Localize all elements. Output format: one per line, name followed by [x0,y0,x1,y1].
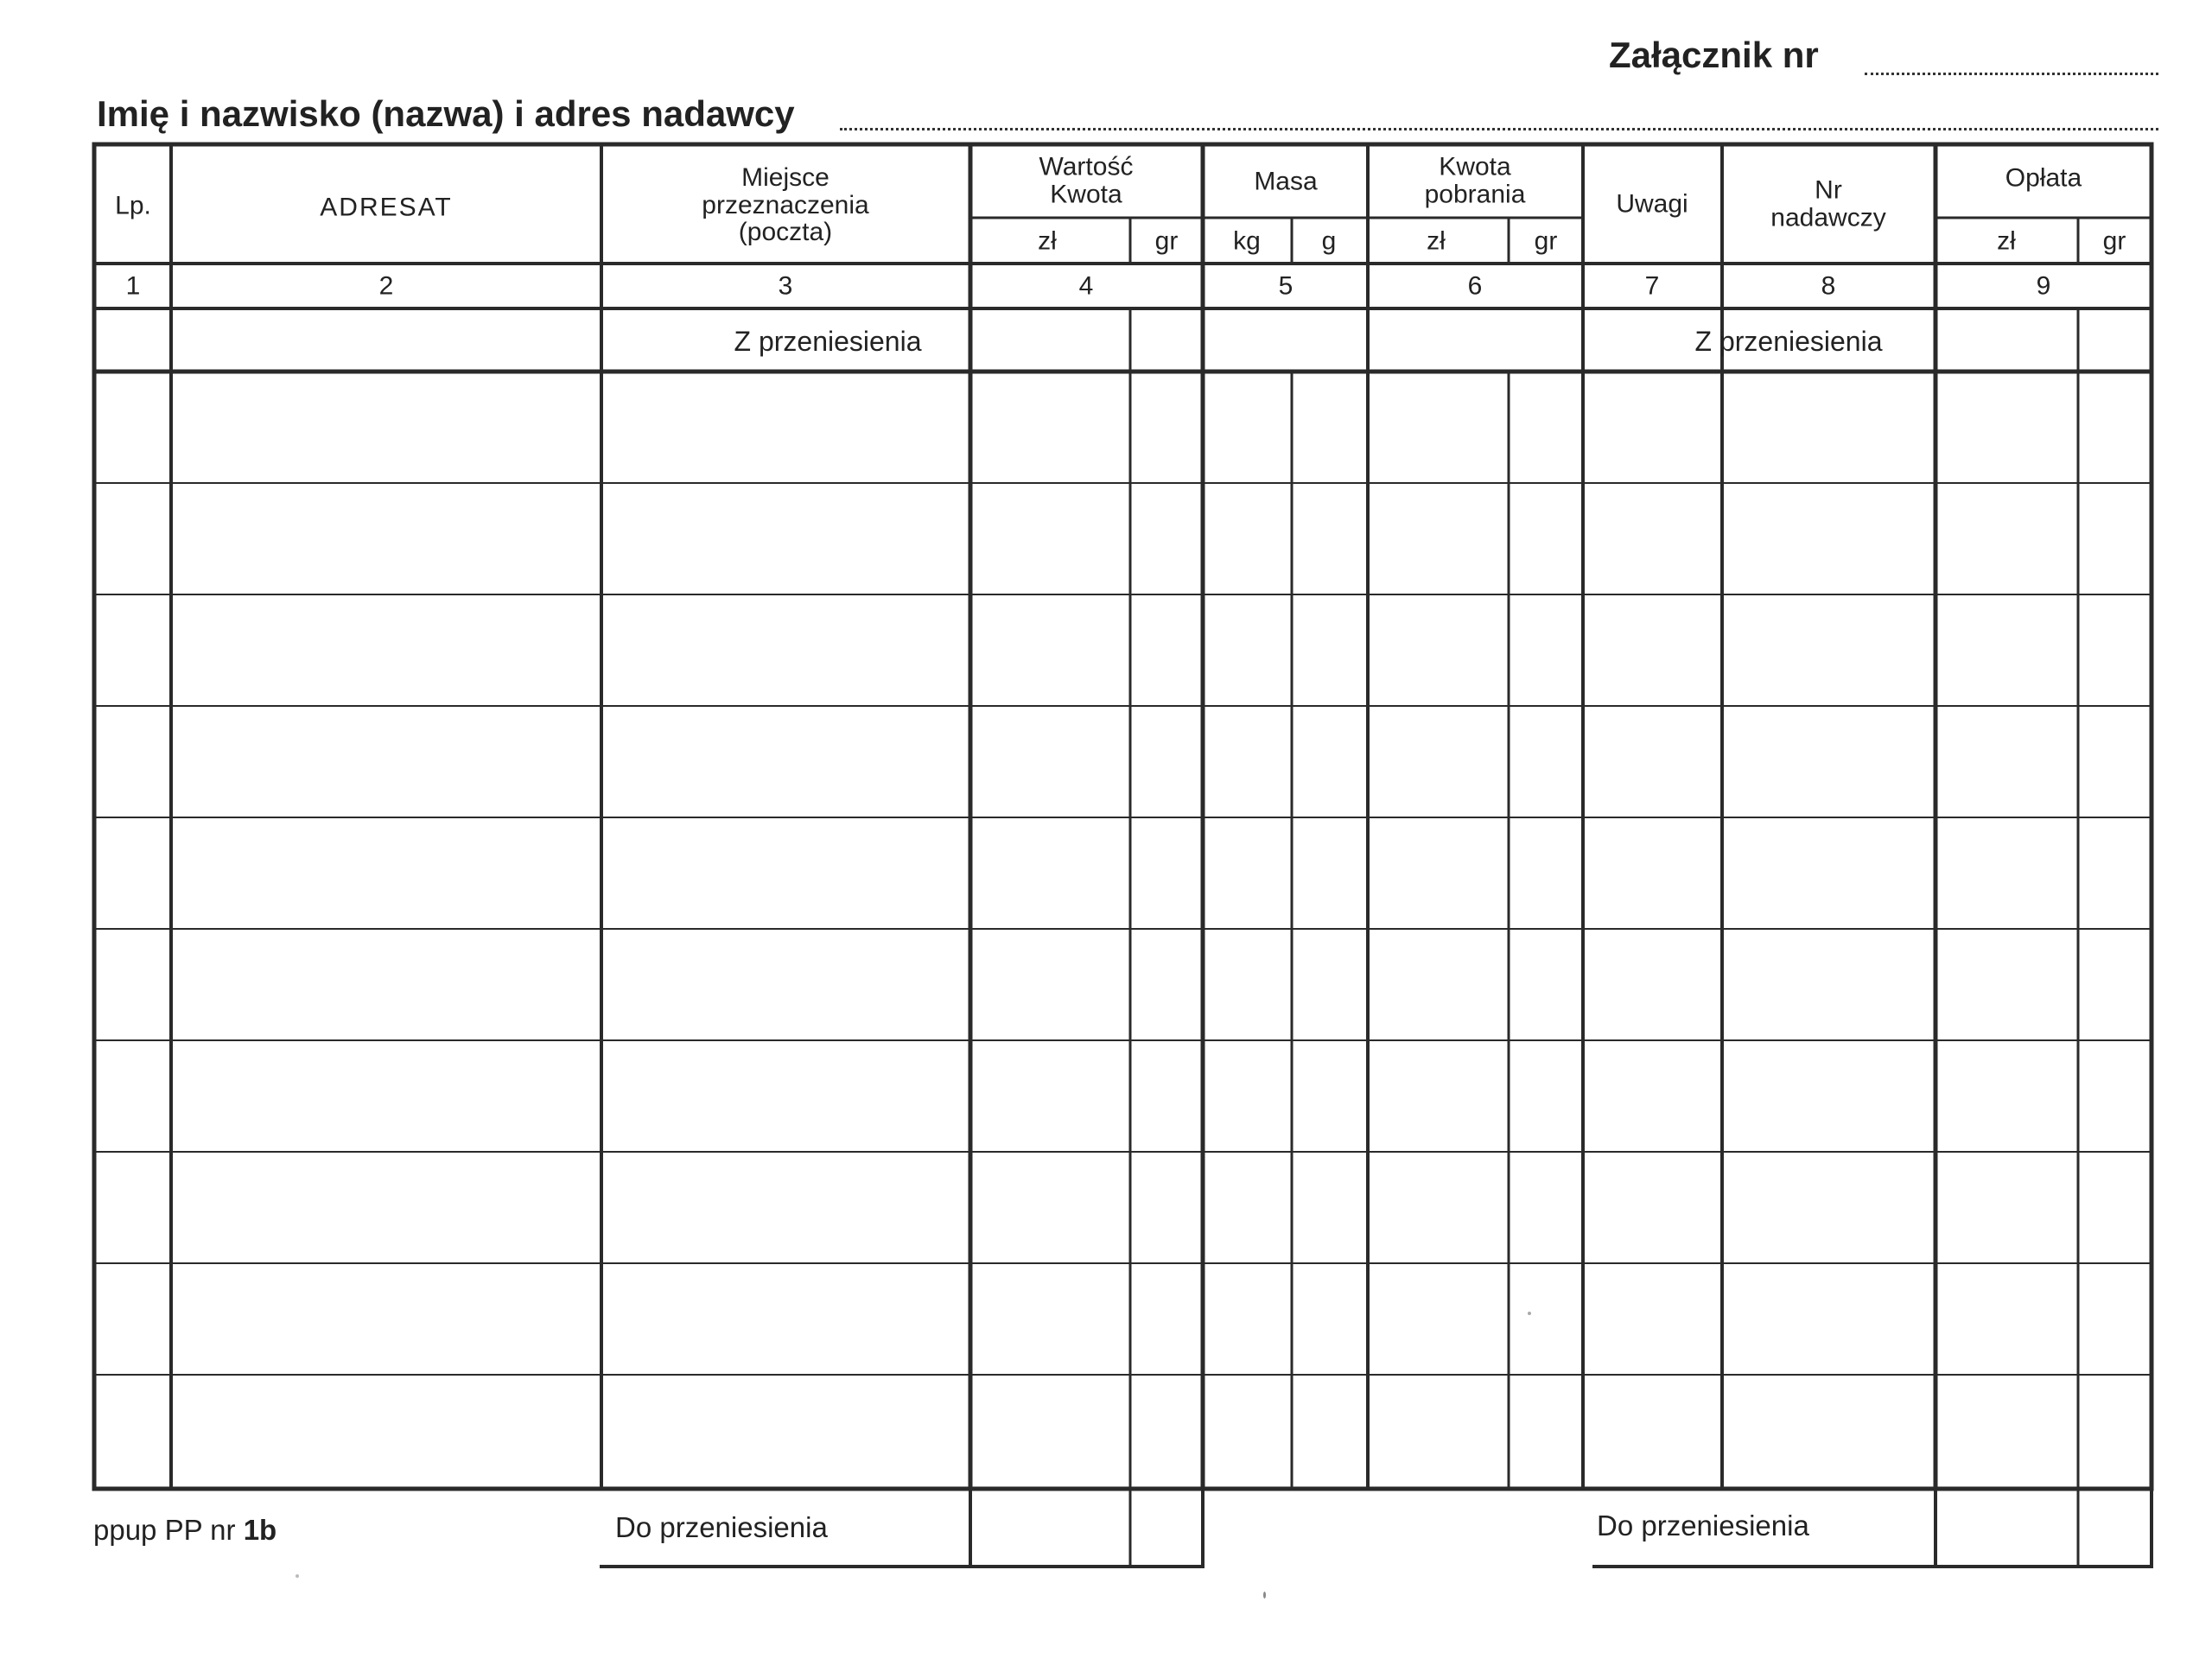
column-number: 8 [1821,271,1836,301]
carried-from-left-label: Z przeniesienia [734,326,922,358]
col-mass-header: Masa [1254,167,1318,196]
unit-gr-cod: gr [1534,226,1558,256]
col-destination-header: Miejsce przeznaczenia (poczta) [702,162,869,246]
carried-to-right-label: Do przeniesienia [1597,1510,1809,1541]
unit-zl-value: zł [1038,226,1057,256]
col-addressee-header: ADRESAT [320,193,453,222]
column-number: 2 [378,271,394,301]
column-number: 7 [1644,271,1660,301]
col-cod-header: Kwota pobrania [1424,152,1526,208]
unit-gr-fee: gr [2102,226,2126,256]
unit-g-mass: g [1321,226,1337,256]
unit-kg-mass: kg [1233,226,1261,256]
col-value-header: Wartość Kwota [1039,152,1134,208]
entry-row-lines [94,483,2152,1375]
col-lp-header: Lp. [115,191,151,220]
column-number: 5 [1278,271,1294,301]
column-number: 4 [1078,271,1094,301]
scan-speck [1263,1592,1266,1599]
column-number: 6 [1467,271,1483,301]
attachment-number-heading: Załącznik nr [1609,35,1819,75]
form-code [93,1514,276,1547]
col-fee-header: Opłata [2005,163,2082,193]
sender-heading: Imię i nazwisko (nazwa) i adres nadawcy [97,93,795,134]
unit-zl-cod: zł [1427,226,1446,256]
column-number: 9 [2036,271,2051,301]
carried-from-right-label: Z przeniesienia [1694,326,1883,358]
column-number: 1 [125,271,141,301]
scan-speck [1528,1312,1531,1315]
column-number: 3 [778,271,793,301]
carried-to-left-label: Do przeniesienia [615,1511,828,1543]
unit-gr-value: gr [1154,226,1179,256]
col-sender-number-header: Nr nadawczy [1770,175,1886,232]
col-remarks-header: Uwagi [1616,189,1688,219]
form-code-prefix: ppup PP nr [93,1514,244,1546]
unit-zl-fee: zł [1997,226,2016,256]
form-code-number: 1b [243,1514,277,1546]
scan-speck [296,1574,299,1578]
